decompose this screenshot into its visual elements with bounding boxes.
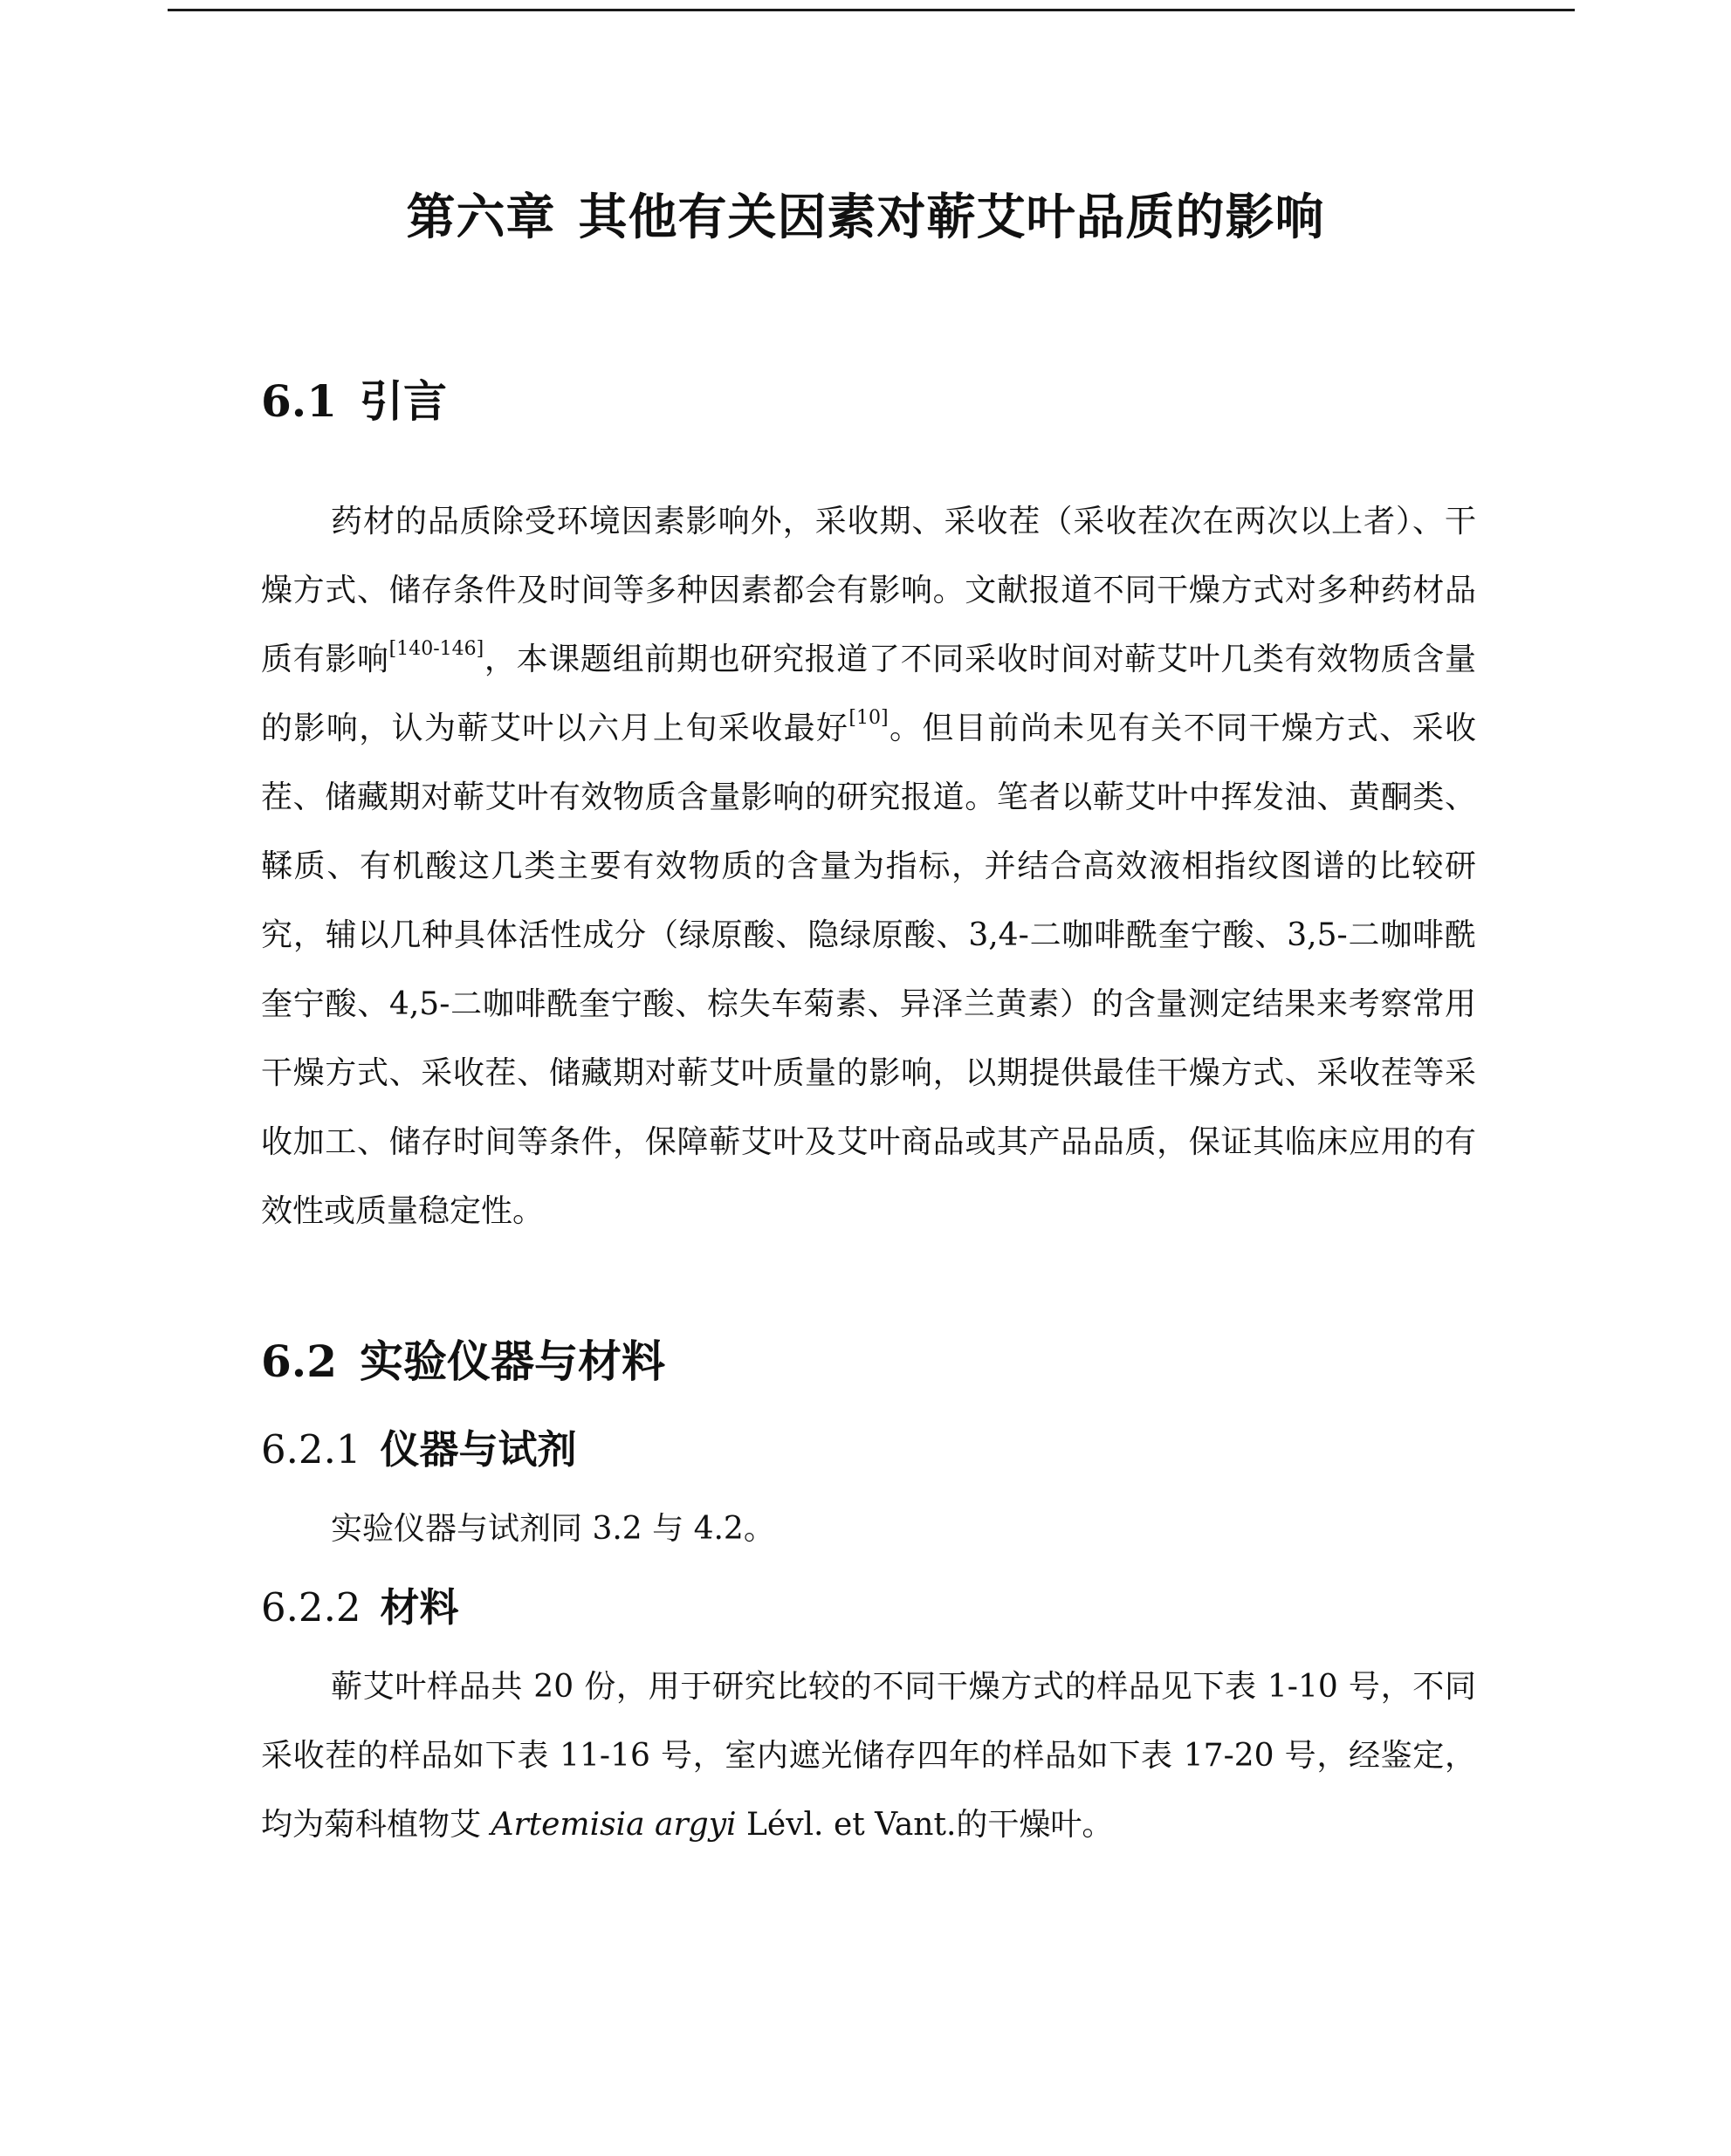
citation-10: [10] bbox=[848, 707, 889, 729]
species-name: Artemisia argyi bbox=[491, 1807, 737, 1843]
section-heading-6-1 bbox=[261, 367, 447, 429]
instruments-paragraph: 实验仪器与试剂同 3.2 与 4.2。 bbox=[331, 1511, 775, 1547]
section-heading-6-2 bbox=[261, 1327, 665, 1390]
subsection-number: 6.2.2 bbox=[261, 1584, 361, 1631]
subsection-heading-6-2-1 bbox=[261, 1418, 577, 1474]
header-rule bbox=[168, 9, 1575, 11]
citation-140-146: [140-146] bbox=[388, 638, 484, 660]
chapter-title bbox=[0, 179, 1731, 249]
introduction-paragraph: 药材的品质除受环境因素影响外，采收期、采收茬（采收茬次在两次以上者）、干燥方式、储存条件及时间等多种因素都会有影响。文献报道不同干燥方式对多种药材品质有影响[140-146]，本课题组前期也研究报道了不同采收时间对蕲艾叶几类有效物质含量的影响，认为蕲艾叶以六月上旬采收最好[10]。但目前尚未见有关不同干燥方式、采收茬、储藏期对蕲艾叶有效物质含量影响的研究报道。笔者以蕲艾叶中挥发油、黄酮类、鞣质、有机酸这几类主要有效物质的含量为指标，并结合高效液相指纹图谱的比较研究，辅以几种具体活性成分（绿原酸、隐绿原酸、3,4-二咖啡酰奎宁酸、3,5-二咖啡酰奎宁酸、4,5-二咖啡酰奎宁酸、棕失车菊素、异泽兰黄素）的含量测定结果来考察常用干燥方式、采收茬、储藏期对蕲艾叶质量的影响，以期提供最佳干燥方式、采收茬等采收加工、储存时间等条件，保障蕲艾叶及艾叶商品或其产品品质，保证其临床应用的有效性或质量稳定性。 bbox=[261, 504, 1476, 1229]
section-title: 引言 bbox=[360, 376, 447, 427]
materials-paragraph: 蕲艾叶样品共 20 份，用于研究比较的不同干燥方式的样品见下表 1-10 号，不同采收茬的样品如下表 11-16 号，室内遮光储存四年的样品如下表 17-20 号，经鉴定，均为菊科植物艾 Artemisia argyi Lévl. et Vant.的干燥叶。 bbox=[261, 1669, 1476, 1843]
section-title: 实验仪器与材料 bbox=[360, 1336, 665, 1387]
section-number: 6.2 bbox=[261, 1335, 337, 1387]
subsection-title: 材料 bbox=[380, 1584, 459, 1631]
chapter-number: 第六章 bbox=[406, 189, 556, 246]
subsection-title: 仪器与试剂 bbox=[380, 1426, 577, 1473]
running-header-residue bbox=[716, 0, 978, 9]
subsection-number: 6.2.1 bbox=[261, 1426, 361, 1473]
chapter-title-text: 其他有关因素对蕲艾叶品质的影响 bbox=[578, 189, 1325, 246]
section-number: 6.1 bbox=[261, 375, 337, 427]
subsection-heading-6-2-2 bbox=[261, 1576, 459, 1632]
